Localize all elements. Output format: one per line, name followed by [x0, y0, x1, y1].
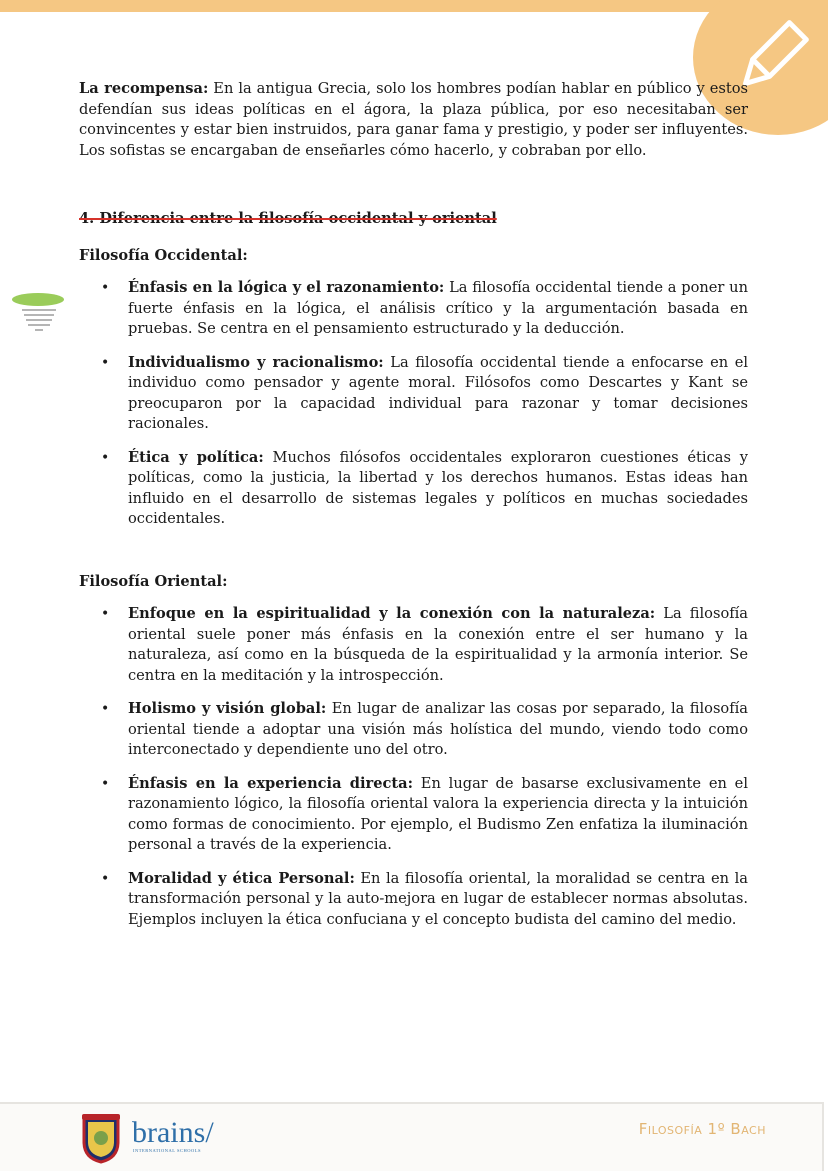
intro-text: En la antigua Grecia, solo los hombres podían hablar en público y estos defendían sus ideas políticas en el ágora, la plaza pública, por eso necesitaban ser convincentes y estar bien instruidos, para ganar fama y prestigio, y poder ser influyentes. Los sofistas se encargaban de enseñarles cómo hacerlo, y cobraban por ello. — [79, 80, 748, 159]
item-text: En lugar de basarse exclusivamente en el razonamiento lógico, la filosofía oriental valora la experiencia directa y la intuición como formas de conocimiento. Por ejemplo, el Budismo Zen enfatiza la iluminación personal a través de la experiencia. — [128, 774, 748, 853]
section-title: 4. Diferencia entre la filosofía occidental y oriental — [79, 210, 497, 227]
item-text: En la filosofía oriental, la moralidad se centra en la transformación personal y la auto-mejora en lugar de establecer normas absolutas. Ejemplos incluyen la ética confuciana y el concepto budista del camino del medio. — [128, 869, 748, 928]
intro-label: La recompensa: — [79, 80, 209, 97]
margin-stamp — [12, 293, 66, 345]
brand-logo: brains/ — [132, 1116, 214, 1149]
document-body — [79, 79, 748, 943]
occidental-heading: Filosofía Occidental: — [79, 246, 248, 264]
list-item — [79, 448, 748, 530]
list-item — [79, 699, 748, 761]
item-label: Énfasis en la experiencia directa: — [128, 774, 413, 792]
list-item — [79, 774, 748, 856]
list-item — [79, 604, 748, 686]
item-label: Holismo y visión global: — [128, 700, 327, 717]
list-item — [79, 278, 748, 340]
item-label: Moralidad y ética Personal: — [128, 869, 355, 887]
occidental-list — [79, 278, 748, 530]
item-label: Ética y política: — [128, 448, 264, 466]
oriental-list — [79, 604, 748, 930]
oriental-heading: Filosofía Oriental: — [79, 572, 228, 590]
list-item — [79, 353, 748, 435]
item-text: Muchos filósofos occidentales exploraron cuestiones éticas y políticas, como la justicia, la libertad y los derechos humanos. Estas ideas han influido en el desarrollo de sistemas legales y políticos en muchas sociedades occidentales. — [128, 448, 748, 527]
item-text: La filosofía occidental tiende a poner un fuerte énfasis en la lógica, el análisis crítico y la argumentación basada en pruebas. Se centra en el pensamiento estructurado y la deducción. — [128, 279, 748, 337]
top-accent-band — [0, 0, 828, 12]
item-label: Énfasis en la lógica y el razonamiento: — [128, 279, 445, 296]
item-label: Enfoque en la espiritualidad y la conexión con la naturaleza: — [128, 605, 656, 622]
school-crest-icon — [80, 1112, 122, 1164]
brand-subtitle: INTERNATIONAL SCHOOLS — [133, 1148, 201, 1153]
stamp-oval — [12, 293, 64, 306]
intro-paragraph — [79, 79, 748, 161]
item-text: La filosofía oriental suele poner más énfasis en la conexión entre el ser humano y la naturaleza, así como en la búsqueda de la espiritualidad y la armonía interior. Se centra en la meditación y la introspección. — [128, 605, 749, 684]
item-text: La filosofía occidental tiende a enfocarse en el individuo como pensador y agente moral. Filósofos como Descartes y Kant se preocuparon por la capacidad individual para razonar y tomar decisiones racionales. — [128, 353, 748, 432]
subject-label: Filosofía 1º Bach — [638, 1120, 766, 1138]
page-footer — [0, 1102, 824, 1171]
item-text: En lugar de analizar las cosas por separado, la filosofía oriental tiende a adoptar una visión más holística del mundo, viendo todo como interconectado y dependiente uno del otro. — [128, 700, 748, 758]
list-item — [79, 869, 748, 931]
item-label: Individualismo y racionalismo: — [128, 353, 384, 371]
